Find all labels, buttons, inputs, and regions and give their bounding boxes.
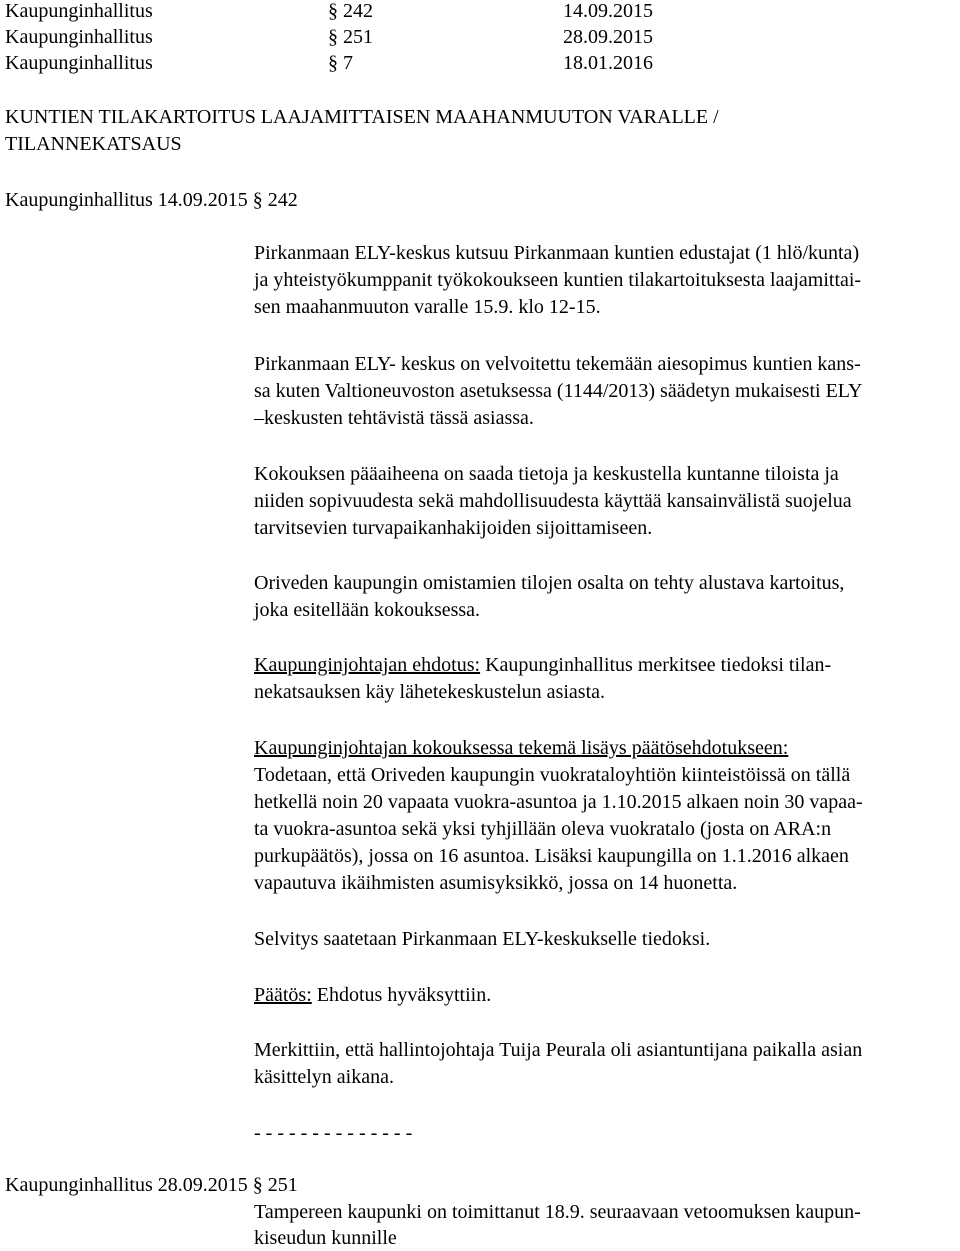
header-section: § 251 <box>328 26 373 48</box>
separator: - - - - - - - - - - - - - - <box>254 1122 413 1144</box>
header-body: Kaupunginhallitus <box>5 0 153 22</box>
paragraph-line: Pirkanmaan ELY-keskus kutsuu Pirkanmaan kuntien edustajat (1 hlö/kunta) <box>254 242 860 264</box>
addition-label: Kaupunginjohtajan kokouksessa tekemä lisäys päätösehdotukseen: <box>254 737 789 759</box>
header-section: § 242 <box>328 0 373 22</box>
paragraph-line: sa kuten Valtioneuvoston asetuksessa (1144/2013) säädetyn mukaisesti ELY <box>254 380 863 402</box>
document-title-line2: TILANNEKATSAUS <box>5 133 182 155</box>
paragraph-line: Selvitys saatetaan Pirkanmaan ELY-keskukselle tiedoksi. <box>254 928 711 950</box>
decision-label: Päätös: <box>254 984 312 1006</box>
decision <box>254 982 491 1008</box>
addition-line: purkupäätös), jossa on 16 asuntoa. Lisäksi kaupungilla on 1.1.2016 alkaen <box>254 845 849 867</box>
header-body: Kaupunginhallitus <box>5 52 153 74</box>
proposal-label: Kaupunginjohtajan ehdotus: <box>254 654 481 676</box>
paragraph-line: sen maahanmuuton varalle 15.9. klo 12-15. <box>254 296 601 318</box>
proposal-line: nekatsauksen käy lähetekeskustelun asiasta. <box>254 681 605 703</box>
document-title-line1: KUNTIEN TILAKARTOITUS LAAJAMITTAISEN MAAHANMUUTON VARALLE / <box>5 106 719 128</box>
paragraph-line: Tampereen kaupunki on toimittanut 18.9. seuraavaan vetoomuksen kaupun- <box>254 1201 861 1223</box>
paragraph-line: niiden sopivuudesta sekä mahdollisuudesta käyttää kansainvälistä suojelua <box>254 490 852 512</box>
header-section: § 7 <box>328 52 353 74</box>
paragraph-line: Pirkanmaan ELY- keskus on velvoitettu tekemään aiesopimus kuntien kans- <box>254 353 861 375</box>
paragraph-line: Kokouksen pääaiheena on saada tietoja ja keskustella kuntanne tiloista ja <box>254 463 839 485</box>
paragraph-line: joka esitellään kokouksessa. <box>254 599 481 621</box>
addition-line: Todetaan, että Oriveden kaupungin vuokrataloyhtiön kiinteistöissä on tällä <box>254 764 851 786</box>
paragraph-line: –keskusten tehtävistä tässä asiassa. <box>254 407 534 429</box>
note-line: käsittelyn aikana. <box>254 1066 394 1088</box>
meeting-heading: Kaupunginhallitus 14.09.2015 § 242 <box>5 189 298 211</box>
header-body: Kaupunginhallitus <box>5 26 153 48</box>
proposal-text: Kaupunginhallitus merkitsee tiedoksi tilan- <box>480 654 832 676</box>
header-date: 14.09.2015 <box>563 0 653 22</box>
meeting-heading: Kaupunginhallitus 28.09.2015 § 251 <box>5 1174 298 1196</box>
addition-line: ta vuokra-asuntoa sekä yksi tyhjillään oleva vuokratalo (josta on ARA:n <box>254 818 832 840</box>
note-line: Merkittiin, että hallintojohtaja Tuija Peurala oli asiantuntijana paikalla asian <box>254 1039 863 1061</box>
header-date: 28.09.2015 <box>563 26 653 48</box>
paragraph-line: ja yhteistyökumppanit työkokoukseen kuntien tilakartoituksesta laajamittai- <box>254 269 862 291</box>
decision-text: Ehdotus hyväksyttiin. <box>311 984 492 1006</box>
paragraph-line: kiseudun kunnille <box>254 1227 397 1249</box>
addition-line: hetkellä noin 20 vapaata vuokra-asuntoa ja 1.10.2015 alkaen noin 30 vapaa- <box>254 791 863 813</box>
header-date: 18.01.2016 <box>563 52 653 74</box>
addition-line: vapautuva ikäihmisten asumisyksikkö, jossa on 14 huonetta. <box>254 872 738 894</box>
paragraph-line: Oriveden kaupungin omistamien tilojen osalta on tehty alustava kartoitus, <box>254 572 845 594</box>
proposal-line <box>254 652 831 678</box>
paragraph-line: tarvitsevien turvapaikanhakijoiden sijoittamiseen. <box>254 517 653 539</box>
